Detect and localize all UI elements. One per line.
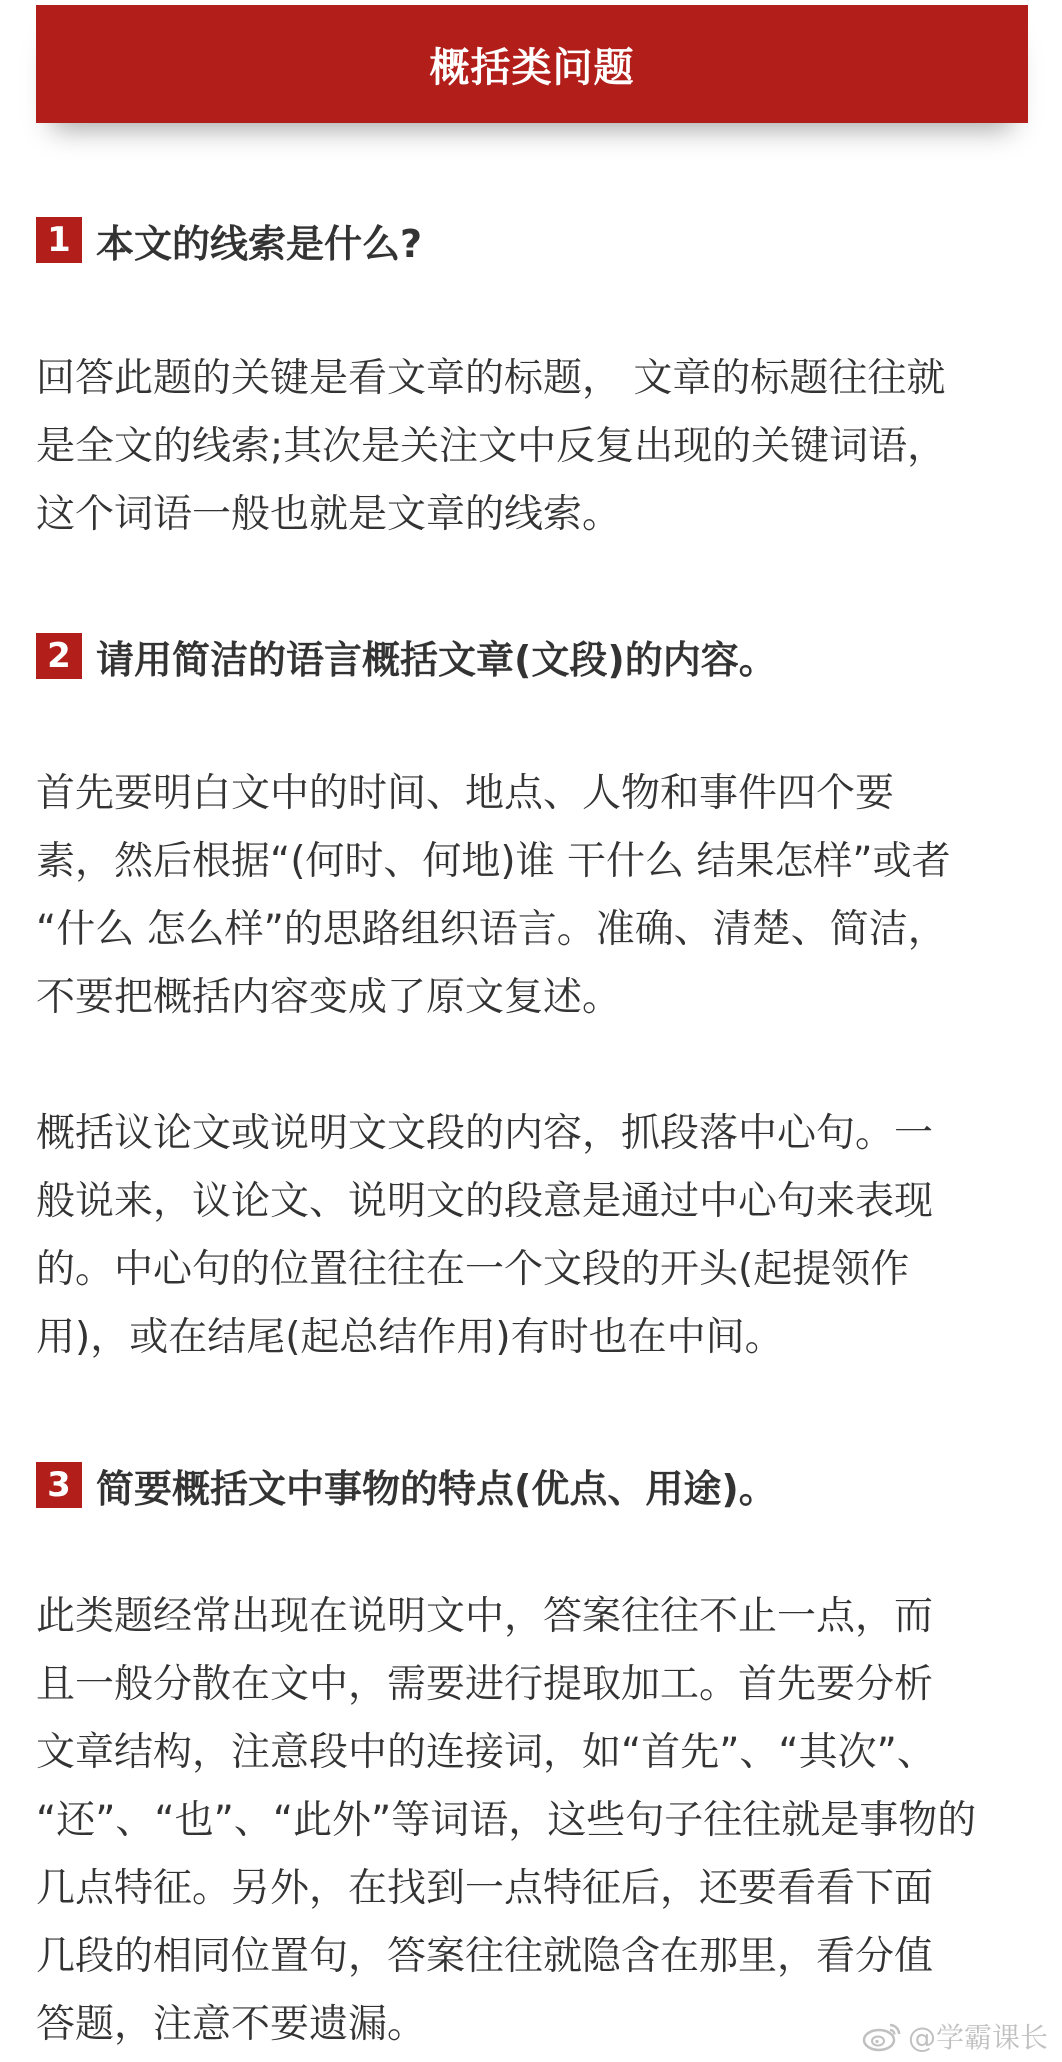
section-number-badge: 3 [36, 1462, 82, 1508]
paragraph-line: 是全文的线索;其次是关注文中反复出现的关键词语， [36, 424, 947, 469]
paragraph-line: 答题，注意不要遗漏。 [36, 2002, 427, 2047]
section-heading-1 [36, 214, 422, 266]
section-heading-3 [36, 1459, 777, 1511]
section-heading-text: 本文的线索是什么? [96, 221, 423, 266]
paragraph-line: “还”、“也”、“此外”等词语，这些句子往往就是事物的 [36, 1798, 977, 1843]
paragraph [36, 345, 1030, 549]
paragraph-line: 回答此题的关键是看文章的标题， 文章的标题往往就 [36, 356, 946, 401]
paragraph-line: 用)，或在结尾(起总结作用)有时也在中间。 [36, 1315, 784, 1360]
section-heading-2 [36, 630, 777, 682]
watermark-text: @学霸课长 [907, 2021, 1048, 2054]
weibo-icon [862, 2019, 902, 2053]
paragraph [36, 1100, 1030, 1372]
paragraph-line: 首先要明白文中的时间、地点、人物和事件四个要 [36, 771, 895, 816]
paragraph-line: 且一般分散在文中，需要进行提取加工。首先要分析 [36, 1662, 934, 1707]
paragraph-line: 此类题经常出现在说明文中，答案往往不止一点，而 [36, 1594, 934, 1639]
paragraph-line: 几点特征。另外，在找到一点特征后，还要看看下面 [36, 1866, 934, 1911]
paragraph-line: 的。中心句的位置往往在一个文段的开头(起提领作 [36, 1247, 910, 1292]
paragraph-line: 几段的相同位置句，答案往往就隐含在那里，看分值 [36, 1934, 934, 1979]
paragraph-line: “什么 怎么样”的思路组织语言。准确、清楚、简洁， [36, 907, 947, 952]
section-number-badge: 2 [36, 633, 82, 679]
paragraph-line: 素，然后根据“(何时、何地)谁 干什么 结果怎样”或者 [36, 839, 951, 884]
paragraph-line: 文章结构，注意段中的连接词，如“首先”、“其次”、 [36, 1730, 936, 1775]
header-banner [36, 5, 1028, 123]
watermark [862, 2016, 1048, 2056]
paragraph [36, 760, 1030, 1032]
paragraph-line: 概括议论文或说明文文段的内容，抓段落中心句。一 [36, 1111, 934, 1156]
paragraph-line: 不要把概括内容变成了原文复述。 [36, 975, 622, 1020]
section-heading-text: 请用简洁的语言概括文章(文段)的内容。 [96, 637, 777, 682]
section-number-badge: 1 [36, 217, 82, 263]
section-heading-text: 简要概括文中事物的特点(优点、用途)。 [96, 1466, 777, 1511]
paragraph-line: 这个词语一般也就是文章的线索。 [36, 492, 622, 537]
paragraph-line: 般说来，议论文、说明文的段意是通过中心句来表现 [36, 1179, 934, 1224]
page-title: 概括类问题 [429, 44, 635, 91]
paragraph [36, 1583, 1030, 2059]
